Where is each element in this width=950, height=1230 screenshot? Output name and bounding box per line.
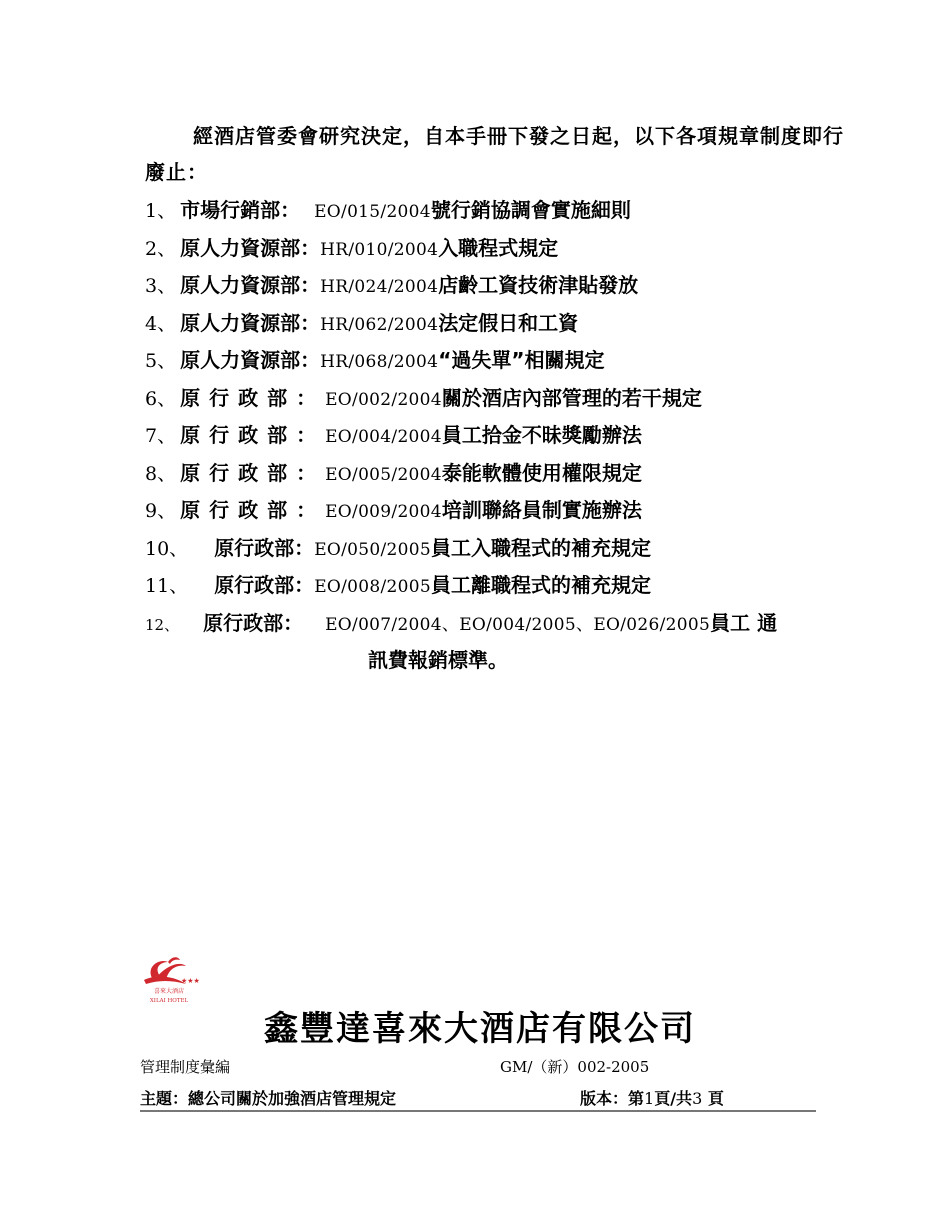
item-code: HR/068/2004 [320,352,439,372]
item-number: 5、 [145,350,177,372]
intro-paragraph: 經酒店管委會研究決定，自本手冊下發之日起，以下各項規章制度即行廢止： [145,124,844,184]
item-department: 原行政部： [214,573,315,597]
logo-brand-cn: 喜來大酒店 [153,988,185,995]
footer-subject-row [140,1088,816,1112]
item-title: 培訓聯絡員制實施辦法 [441,498,642,522]
abolished-rules-list [145,192,885,680]
list-item [145,267,885,305]
list-item [145,417,885,455]
item-department: 原人力資源部： [180,273,321,297]
item-title: 法定假日和工資 [438,310,579,335]
item-number: 12、 [145,615,180,634]
item-code: EO/007/2004、EO/004/2005、EO/026/2005 [325,614,711,635]
page-total: 3 [692,1089,703,1108]
item-department: 原行政部： [180,385,326,410]
list-item [145,192,885,230]
list-item [145,305,885,343]
item-department: 原人力資源部： [180,235,321,260]
item-department: 原行政部： [180,460,326,485]
item-code: EO/002/2004 [325,389,442,410]
page-separator: 頁/共 [654,1089,693,1108]
item-code: EO/050/2005 [314,539,432,560]
item-title: 入職程式規定 [438,235,559,260]
item-number: 8、 [145,462,177,485]
item-code: HR/010/2004 [320,239,439,260]
version-info [580,1088,724,1110]
item-number: 11、 [145,575,189,597]
item-code: EO/015/2004 [314,202,431,222]
item-title: 號行銷協調會實施細則 [430,198,631,222]
item-title: 關於酒店內部管理的若干規定 [441,385,702,410]
version-label: 版本：第 [580,1089,645,1108]
item-title: 員工入職程式的補充規定 [431,535,652,560]
page-current: 1 [644,1089,655,1108]
item-code: EO/005/2004 [325,464,442,485]
logo-brand-en: XILAI HOTEL [149,998,189,1004]
doc-subject: 主題：總公司關於加強酒店管理規定 [140,1089,397,1108]
item-code: EO/008/2005 [314,577,432,597]
item-title: 員工拾金不昧獎勵辦法 [441,423,642,447]
list-item [145,492,885,530]
item-department: 原行政部： [203,610,304,635]
list-item [145,380,885,418]
page-suffix: 頁 [702,1089,724,1108]
doc-type: 管理制度彙編 [140,1058,231,1076]
company-name: 鑫豐達喜來大酒店有限公司 [264,1009,696,1049]
item-code: EO/004/2004 [325,427,442,447]
item-number: 10、 [145,537,189,560]
item-title: “過失單”相關規定 [438,348,605,372]
list-item [145,567,885,605]
doc-code: GM/（新）002-2005 [500,1058,650,1076]
svg-text:★★★: ★★★ [181,977,200,985]
item-title: 員工離職程式的補充規定 [431,573,652,597]
list-item [145,455,885,493]
item-department: 原行政部： [180,423,326,447]
item-number: 1、 [145,200,177,222]
list-item [145,530,885,568]
item-code: HR/024/2004 [320,277,439,297]
item-number: 3、 [145,275,177,297]
item-department: 原行政部： [180,498,326,522]
item-department: 原人力資源部： [180,348,321,372]
item-number: 7、 [145,425,177,447]
item-department: 原人力資源部： [180,310,321,335]
list-item [145,230,885,268]
list-item [145,605,885,643]
logo-emblem-icon [144,957,200,985]
item-number: 9、 [145,500,177,522]
item-title: 店齡工資技術津貼發放 [438,273,639,297]
item-code: EO/009/2004 [325,502,442,522]
item-title: 員工 通 [710,610,778,635]
footer-meta [140,1056,820,1078]
item-code: HR/062/2004 [320,314,439,335]
item-title: 泰能軟體使用權限規定 [441,460,642,485]
item-number: 4、 [145,312,177,335]
item-continuation: 訊費報銷標準。 [368,648,508,672]
hotel-logo [138,948,200,1006]
item-department: 市場行銷部： [180,198,301,222]
list-item [145,342,885,380]
item-number: 2、 [145,237,177,260]
item-department: 原行政部： [214,535,315,560]
item-number: 6、 [145,387,177,410]
